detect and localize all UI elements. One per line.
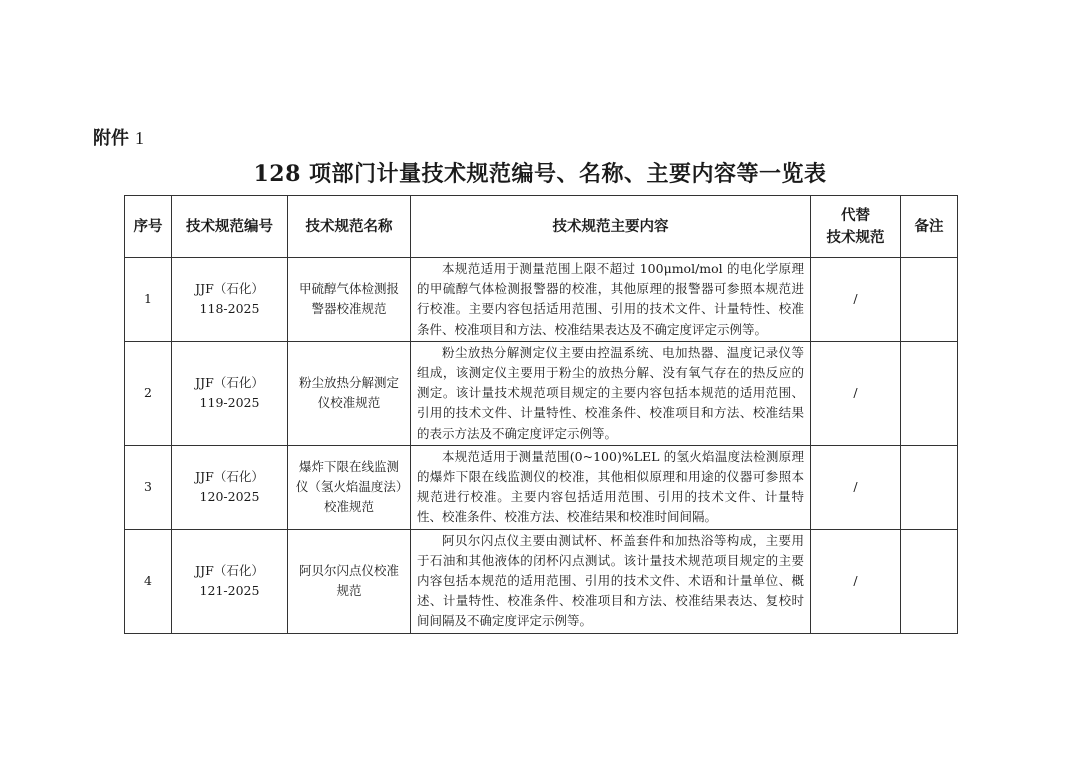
header-remark: 备注 xyxy=(901,196,958,258)
cell-content xyxy=(411,445,811,529)
header-content: 技术规范主要内容 xyxy=(411,196,811,258)
spec-table xyxy=(124,195,958,634)
cell-remark xyxy=(901,529,958,633)
cell-name: 爆炸下限在线监测仪（氢火焰温度法）校准规范 xyxy=(288,445,411,529)
cell-replace: / xyxy=(811,529,901,633)
cell-code-line2: 119-2025 xyxy=(199,395,260,411)
page-title: 128 项部门计量技术规范编号、名称、主要内容等一览表 xyxy=(253,161,827,187)
cell-code-line2: 121-2025 xyxy=(199,583,260,599)
cell-code-line1: JJF（石化） xyxy=(195,375,264,391)
cell-remark xyxy=(901,445,958,529)
cell-content-text: 阿贝尔闪点仪主要由测试杯、杯盖套件和加热浴等构成，主要用于石油和其他液体的闭杯闪点测试。该计量技术规范项目规定的主要内容包括本规范的适用范围、引用的技术文件、术语和计量单位、概述、计量特性、校准条件、校准项目和方法、校准结果表达、复校时间间隔及不确定度评定示例等。 xyxy=(417,532,804,629)
cell-content xyxy=(411,529,811,633)
cell-replace: / xyxy=(811,341,901,445)
cell-seq: 4 xyxy=(125,529,172,633)
cell-code-line2: 120-2025 xyxy=(199,489,260,505)
cell-code-line2: 118-2025 xyxy=(199,301,260,317)
table-row xyxy=(125,258,958,342)
header-replace xyxy=(811,196,901,258)
cell-replace: / xyxy=(811,445,901,529)
cell-seq: 1 xyxy=(125,258,172,342)
cell-seq: 2 xyxy=(125,341,172,445)
table-row xyxy=(125,529,958,633)
table-row xyxy=(125,341,958,445)
cell-code-line1: JJF（石化） xyxy=(195,469,264,485)
cell-code xyxy=(172,258,288,342)
cell-content-text: 粉尘放热分解测定仪主要由控温系统、电加热器、温度记录仪等组成，该测定仪主要用于粉尘的放热分解、没有氧气存在的热反应的测定。该计量技术规范项目规定的主要内容包括本规范的适用范围、引用的技术文件、计量特性、校准条件、校准项目和方法、校准结果的表示方法及不确定度评定示例等。 xyxy=(417,344,804,441)
cell-content-text: 本规范适用于测量范围(0~100)%LEL 的氢火焰温度法检测原理的爆炸下限在线监测仪的校准，其他相似原理和用途的仪器可参照本规范进行校准。主要内容包括适用范围、引用的技术文件、计量特性、校准条件、校准方法、校准结果和校准时间间隔。 xyxy=(417,448,804,525)
header-replace-line1: 代替 xyxy=(841,207,870,224)
cell-code xyxy=(172,529,288,633)
cell-replace: / xyxy=(811,258,901,342)
header-seq: 序号 xyxy=(125,196,172,258)
cell-name: 甲硫醇气体检测报警器校准规范 xyxy=(288,258,411,342)
cell-code xyxy=(172,341,288,445)
cell-content xyxy=(411,341,811,445)
table-row xyxy=(125,445,958,529)
cell-code xyxy=(172,445,288,529)
cell-code-line1: JJF（石化） xyxy=(195,563,264,579)
attachment-number: 1 xyxy=(135,128,144,148)
cell-content xyxy=(411,258,811,342)
header-name: 技术规范名称 xyxy=(288,196,411,258)
attachment-label xyxy=(93,124,144,150)
header-code: 技术规范编号 xyxy=(172,196,288,258)
table-header-row xyxy=(125,196,958,258)
cell-remark xyxy=(901,341,958,445)
cell-name: 粉尘放热分解测定仪校准规范 xyxy=(288,341,411,445)
cell-name: 阿贝尔闪点仪校准规范 xyxy=(288,529,411,633)
attachment-text: 附件 xyxy=(93,128,129,149)
cell-content-text: 本规范适用于测量范围上限不超过 100μmol/mol 的电化学原理的甲硫醇气体检测报警器的校准，其他原理的报警器可参照本规范进行校准。主要内容包括适用范围、引用的技术文件、计量特性、校准条件、校准项目和方法、校准结果表达及不确定度评定示例等。 xyxy=(417,261,804,337)
header-replace-line2: 技术规范 xyxy=(826,229,885,246)
cell-seq: 3 xyxy=(125,445,172,529)
cell-remark xyxy=(901,258,958,342)
cell-code-line1: JJF（石化） xyxy=(195,281,264,297)
